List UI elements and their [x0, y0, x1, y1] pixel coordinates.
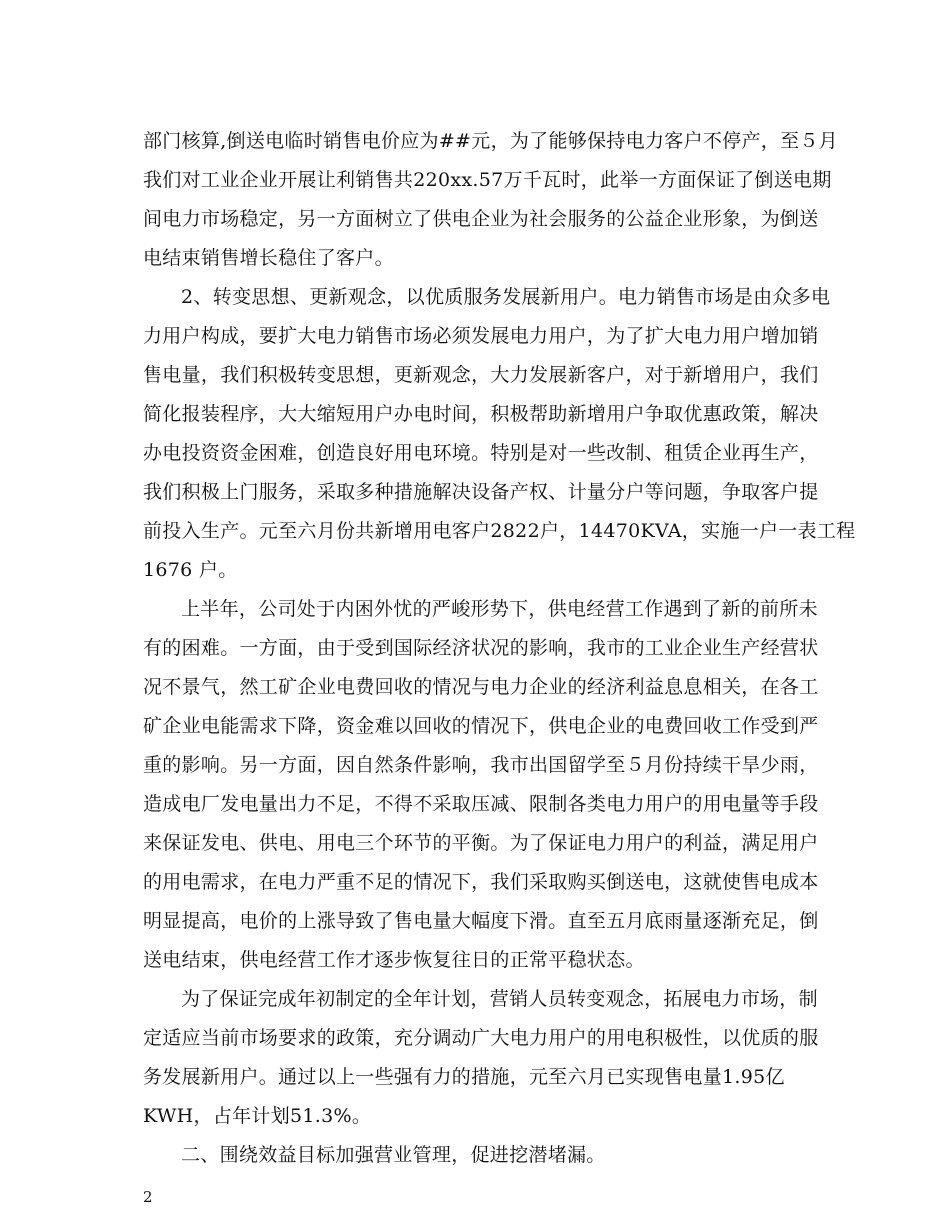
text-line: 的用电需求，在电力严重不足的情况下，我们采取购买倒送电，这就使售电成本 — [143, 871, 819, 893]
text-line: 电结束销售增长稳住了客户。 — [143, 247, 394, 269]
text-line: 有的困难。一方面，由于受到国际经济状况的影响，我市的工业企业生产经营状 — [143, 637, 819, 659]
text-line: 办电投资资金困难，创造良好用电环境。特别是对一些改制、租赁企业再生产， — [143, 442, 819, 464]
text-line: 我们积极上门服务，采取多种措施解决设备产权、计量分户等问题，争取客户提 — [143, 481, 819, 503]
text-line: 我们对工业企业开展让利销售共220xx.57万千瓦时，此举一方面保证了倒送电期 — [143, 169, 832, 191]
text-line: 为了保证完成年初制定的全年计划，营销人员转变观念，拓展电力市场，制 — [181, 988, 818, 1010]
text-line: 矿企业电能需求下降，资金难以回收的情况下，供电企业的电费回收工作受到严 — [143, 715, 819, 737]
text-line: 造成电厂发电量出力不足，不得不采取压减、限制各类电力用户的用电量等手段 — [143, 793, 819, 815]
text-line: 1676 户。 — [143, 559, 238, 581]
text-line: 送电结束，供电经营工作才逐步恢复往日的正常平稳状态。 — [143, 949, 645, 971]
text-line: 力用户构成，要扩大电力销售市场必须发展电力用户，为了扩大电力用户增加销 — [143, 325, 819, 347]
text-line: 定适应当前市场要求的政策，充分调动广大电力用户的用电积极性，以优质的服 — [143, 1027, 819, 1049]
text-line: 来保证发电、供电、用电三个环节的平衡。为了保证电力用户的利益，满足用户 — [143, 832, 819, 854]
text-line: 简化报装程序，大大缩短用户办电时间，积极帮助新增用户争取优惠政策，解决 — [143, 403, 819, 425]
text-line: 前投入生产。元至六月份共新增用电客户2822户，14470KVA，实施一户一表工程 — [143, 520, 856, 542]
text-line: 2、转变思想、更新观念，以优质服务发展新用户。电力销售市场是由众多电 — [181, 286, 831, 308]
text-line: 售电量，我们积极转变思想，更新观念，大力发展新客户，对于新增用户，我们 — [143, 364, 819, 386]
text-line: 况不景气，然工矿企业电费回收的情况与电力企业的经济利益息息相关，在各工 — [143, 676, 819, 698]
text-line: 二、围绕效益目标加强营业管理，促进挖潜堵漏。 — [181, 1144, 606, 1166]
text-line: KWH，占年计划51.3%。 — [143, 1105, 372, 1127]
text-line: 上半年，公司处于内困外忧的严峻形势下，供电经营工作遇到了新的前所未 — [181, 598, 818, 620]
page-number: 2 — [143, 1188, 153, 1206]
text-line: 务发展新用户。通过以上一些强有力的措施，元至六月已实现售电量1.95亿 — [143, 1066, 785, 1088]
text-line: 明显提高，电价的上涨导致了售电量大幅度下滑。直至五月底雨量逐渐充足，倒 — [143, 910, 819, 932]
text-line: 部门核算,倒送电临时销售电价应为##元，为了能够保持电力客户不停产，至５月 — [143, 130, 838, 152]
text-line: 重的影响。另一方面，因自然条件影响，我市出国留学至５月份持续干旱少雨， — [143, 754, 819, 776]
text-line: 间电力市场稳定，另一方面树立了供电企业为社会服务的公益企业形象，为倒送 — [143, 208, 819, 230]
